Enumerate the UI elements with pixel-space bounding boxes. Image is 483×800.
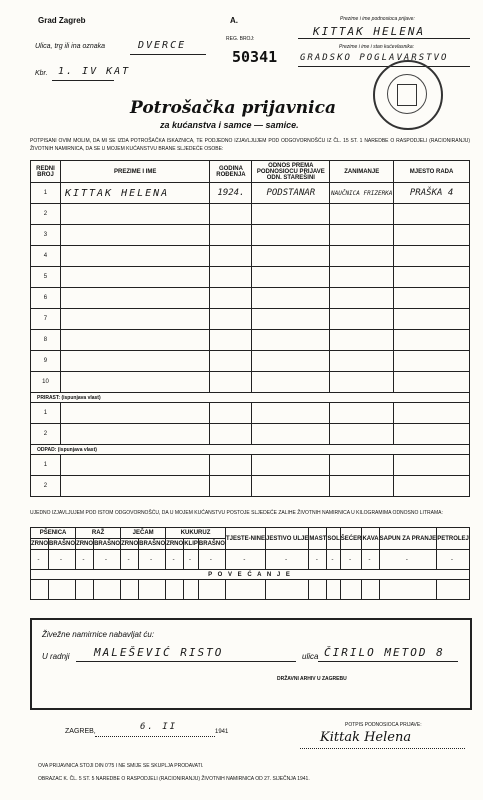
- person-relation: PODSTANAR: [252, 183, 330, 204]
- table-row: 6: [31, 288, 470, 309]
- col-no: REDNI BROJ: [31, 161, 61, 183]
- col-name: PREZIME I IME: [60, 161, 210, 183]
- reg-number: 50341: [232, 48, 278, 66]
- supply-street-label: ulica: [302, 652, 319, 661]
- head-label: Prezime i ime i stan kućevlasnika:: [339, 44, 415, 50]
- form-subtitle: za kućanstva i samce — samice.: [160, 120, 299, 130]
- table-row: 3: [31, 225, 470, 246]
- head-value: GRADSKO POGLAVARSTVO: [300, 53, 449, 63]
- reg-label: REG. BROJ:: [226, 36, 255, 42]
- table-row: 4: [31, 246, 470, 267]
- street-label: Ulica, trg ili ina oznaka: [35, 43, 106, 50]
- crest-icon: [397, 84, 417, 106]
- prirast-label: PRIRAST: (ispunjava vlast): [31, 393, 470, 403]
- place-label: ZAGREB,: [65, 728, 96, 735]
- shop-label: U radnji: [42, 652, 70, 661]
- person-name: KITTAK HELENA: [60, 183, 210, 204]
- increase-label: P O V E Ć A N J E: [31, 570, 470, 580]
- signature-label: POTPIS PODNOSIOCA PRIJAVE:: [345, 722, 422, 728]
- street-value: DVERCE: [138, 40, 187, 51]
- table-row: 9: [31, 351, 470, 372]
- supply-street-value: ČIRILO METOD 8: [324, 646, 445, 659]
- odpad-label: ODPAD: (ispunjava vlast): [31, 445, 470, 455]
- supply-box: [30, 618, 472, 710]
- intro-text: POTPISANI OVIM MOLIM, DA MI SE IZDA POTROŠAČKA ISKAZNICA, TE PODJEDNO IZJAVLJUJEM POD ODGOVORNOŠĆU IZ ČL. 15 ST. 1 NAREDBE O RASPODJELI (RACIONIRANJU) ŽIVOTNIH NAMIRNICA, DA SE U MOJEM KUĆANSTVU BRANE SLJEDEĆE OSOBE:: [30, 138, 470, 152]
- table-row: 8: [31, 330, 470, 351]
- person-year: 1924.: [210, 183, 252, 204]
- shop-value: MALEŠEVIĆ RISTO: [94, 646, 224, 659]
- col-workplace: MJESTO RADA: [394, 161, 470, 183]
- supply-label: Živežne namirnice nabavljat ću:: [42, 630, 155, 639]
- supply-street-underline: [318, 661, 458, 662]
- apt-value: 1. IV KAT: [58, 66, 131, 77]
- declaration-text: UJEDNO IZJAVLJUJEM POD ISTOM ODGOVORNOŠĆU, DA U MOJEM KUĆANSTVU POSTOJE SLJEDEĆE ZALIHE ŽIVOTNIH NAMIRNICA U KILOGRAMIMA ODNOSNO LITRAMA:: [30, 510, 443, 516]
- shop-underline: [76, 661, 296, 662]
- col-relation: ODNOS PREMA PODNOSIOCU PRIJAVE ODN. STAREŠINI: [252, 161, 330, 183]
- table-row: 2: [31, 424, 470, 445]
- footer-note-2: OBRAZAC K. ČL. 5 ST. 5 NAREDBE O RASPODJELI (RACIONIRANJU) ŽIVOTNIH NAMIRNICA OD 27. SIJEČNJA 1941.: [38, 776, 310, 782]
- table-row: 1: [31, 455, 470, 476]
- stock-values-row: - - - - - - - - - - - - - - - - -: [31, 550, 470, 570]
- stock-table: PŠENICA RAŽ JEČAM KUKURUZ TJESTE-NINE JESTIVO ULJE MAST SOL ŠEĆER KAVA SAPUN ZA PRANJE PETROLEJ ZRNO BRAŠNO ZRNO BRAŠNO ZRNO BRAŠNO ZRNO KLIP BRAŠNO - - - - - - - - - - - - - - - - - P O V E Ć A N J E: [30, 527, 470, 600]
- applicant-label: Prezime i ime podnosioca prijave:: [340, 16, 415, 22]
- date-value: 6. II: [140, 722, 178, 732]
- col-occupation: ZANIMANJE: [330, 161, 394, 183]
- applicant-underline: [298, 38, 470, 39]
- table-row: 7: [31, 309, 470, 330]
- person-occupation: NAUČNICA FRIZERKA: [330, 183, 394, 204]
- archive-stamp: DRŽAVNI ARHIV U ZAGREBU: [277, 676, 347, 682]
- table-row: 1 KITTAK HELENA 1924. PODSTANAR NAUČNICA FRIZERKA PRAŠKA 4: [31, 183, 470, 204]
- street-underline: [130, 54, 206, 55]
- apt-underline: [52, 80, 114, 81]
- person-workplace: PRAŠKA 4: [394, 183, 470, 204]
- form-letter: A.: [230, 16, 238, 25]
- table-row: 2: [31, 204, 470, 225]
- table-row: 5: [31, 267, 470, 288]
- stock-increase-row: [31, 580, 470, 600]
- date-underline: [95, 736, 215, 737]
- city-label: Grad Zagreb: [38, 16, 86, 25]
- col-year: GODINA ROĐENJA: [210, 161, 252, 183]
- persons-table: [30, 160, 470, 497]
- table-row: 2: [31, 476, 470, 497]
- official-stamp: [373, 60, 443, 130]
- signature: Kittak Helena: [320, 730, 412, 745]
- footer-note-1: OVA PRIJAVNICA STOJI DIN 0'75 I NE SMIJE SE SKUPLJA PRODAVATI.: [38, 763, 204, 769]
- table-row: 10: [31, 372, 470, 393]
- applicant-value: KITTAK HELENA: [313, 25, 426, 38]
- apt-label: Kbr.: [35, 70, 48, 77]
- head-underline: [298, 66, 470, 67]
- table-row: 1: [31, 403, 470, 424]
- signature-underline: [300, 748, 465, 749]
- form-title: Potrošačka prijavnica: [130, 98, 336, 118]
- year-label: 1941: [215, 729, 229, 735]
